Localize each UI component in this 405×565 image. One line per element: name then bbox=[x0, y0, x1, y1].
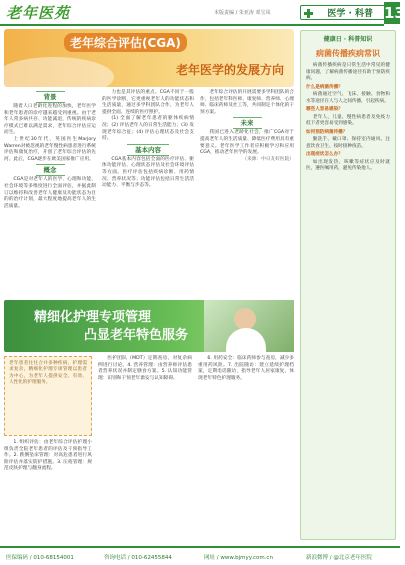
paragraph: CGA是对老年人的医学、心理和功能、社会环境等多维度进行全面评估，并据此制订以维持和改善老年人健康及功能状态为目的的治疗计划，最大程度地提高老年人的生活质量。 bbox=[4, 177, 96, 209]
sidebar-answer: 如出现发热、咳嗽等症状应及时就医，遵医嘱用药，避免传染他人。 bbox=[306, 159, 390, 171]
paragraph: 1. 组织评估：由老年综合评估护理小组负责全院老年患者的评估及干预指导工作。2. 跌倒坠床管理：对高危患者进行风险评估并落实防护措施。3. 压疮管理：规范皮肤护理与翻身流程。 bbox=[4, 440, 92, 472]
article-column-2 bbox=[102, 90, 194, 296]
sidebar-question: 如何预防病菌传播？ bbox=[306, 129, 348, 135]
footer-hospital: 新浪微博 / @北京老年医院 bbox=[306, 555, 372, 561]
sidebar-answer: 老年人、儿童、慢性病患者及免疫力低下者更容易受到感染。 bbox=[306, 114, 390, 126]
section-label: 医学 · 科普 bbox=[327, 9, 373, 19]
article-subtitle: 老年医学的发展方向 bbox=[175, 63, 284, 77]
feature-title-line-2: 凸显老年特色服务 bbox=[84, 328, 189, 343]
article-banner bbox=[4, 29, 294, 87]
paragraph: CGA基本内容包括全面的医疗评估、躯体功能评估、心理状态评估及社会环境评估等方面。医疗评估包括疾病诊断、用药情况、营养状况等；功能评估包括日常生活活动能力、平衡与步态等。 bbox=[102, 156, 194, 189]
brand-logo: 老年医苑 bbox=[6, 4, 71, 22]
paragraph: (1) 全面了解老年患者的躯体疾病情况；(2) 评估老年人的日常生活能力；(3) 发现老年综合征；(4) 评估心理状态及社会支持。 bbox=[102, 116, 194, 142]
feature-banner bbox=[4, 300, 294, 352]
section-heading: 概念 bbox=[4, 164, 96, 176]
feature-column-1 bbox=[4, 440, 92, 542]
article-column-3 bbox=[200, 90, 294, 296]
medical-cross-icon bbox=[304, 9, 313, 18]
footer-web: 网址 / www.bjmyy.com.cn bbox=[204, 555, 273, 561]
section-heading: 未来 bbox=[200, 117, 294, 129]
sidebar-body bbox=[301, 59, 395, 178]
sidebar-intro: 病菌传播疾病是日常生活中常见的健康问题，了解病菌传播途径有助于预防疾病。 bbox=[306, 63, 390, 81]
feature-title-line-1: 精细化护理专项管理 bbox=[34, 310, 152, 325]
paragraph: 上世纪30年代，英国医生Marjory Warren对被忽视的老年慢性病患者进行系统评估和康复治疗，开创了老年综合评估的先河。此后，CGA逐步在欧美国家推广应用。 bbox=[4, 136, 96, 162]
section-tag bbox=[300, 5, 388, 20]
feature-column-2 bbox=[98, 356, 192, 542]
sidebar-question: 哪些人容易感染？ bbox=[306, 107, 343, 112]
sidebar-panel bbox=[300, 30, 396, 540]
article-title: 老年综合评估(CGA) bbox=[64, 33, 187, 52]
sidebar-answer: 勤洗手、戴口罩、保持室内通风、注意饮食卫生、按时接种疫苗。 bbox=[306, 137, 390, 149]
paragraph: 我国已进入老龄化社会，推广CGA对于提高老年人的生活质量、降低医疗费用具有重要意义。老年医学工作者应积极学习和应用CGA，推动老年医学的发展。 bbox=[200, 130, 294, 156]
sidebar-heading: 病菌传播疾病常识 bbox=[316, 49, 380, 58]
paragraph: 医护团队（MDT）定期查房，对复杂病例进行讨论。4. 营养管理：由营养师评估患者营养状况并制定膳食方案。5. 认知功能管理：识别和干预老年谵妄与认知障碍。 bbox=[98, 356, 192, 381]
page-header bbox=[0, 0, 405, 26]
header-rule bbox=[0, 24, 384, 26]
section-heading: 基本内容 bbox=[102, 144, 194, 156]
page-number: 13 bbox=[384, 4, 405, 22]
nurse-photo bbox=[204, 300, 294, 352]
sidebar-question: 什么是病菌传播？ bbox=[306, 84, 343, 90]
sidebar-answer: 病菌通过空气、飞沫、接触、食物和水等途径在人与人之间传播，引起疾病。 bbox=[306, 92, 390, 104]
paragraph: 6. 用药安全：临床药师参与查房，减少多重用药风险。7. 出院随访：建立延续护理档案，定期电话随访，指导老年人居家康复，体现老年特色护理服务。 bbox=[198, 356, 294, 381]
source-note: （来源：中日友好医院） bbox=[242, 156, 294, 162]
paragraph: 力也是其评估的重点。CGA不同于一般的医学诊断，它更重视老年人的功能状态和生活质量，通过多学科团队合作，为老年人提供全面、连续的医疗照护。 bbox=[102, 90, 194, 115]
feature-pullquote: 老年患者往往合并多种疾病，护理需求复杂，精细化护理专项管理以患者为中心，为老年人提供安全、有效、人性化的护理服务。 bbox=[4, 356, 92, 436]
footer-hotline: 咨询电话 / 010-62455844 bbox=[104, 555, 172, 561]
sidebar-top-label: 健康日 · 科普知识 bbox=[323, 36, 373, 43]
paragraph: 随着人口老龄化进程的加快，老年医学和老年患者的诊疗越来越受到重视。由于老年人常多病共存、功能减退，传统的疾病诊疗模式已难以满足需求，老年综合评估应运而生。 bbox=[4, 104, 96, 136]
paragraph: 老年综合评估的开展需要多学科团队的合作，包括老年科医师、康复师、营养师、心理师、临床药师及社工等，共同制定个体化的干预方案。 bbox=[200, 90, 294, 115]
article-column-1 bbox=[4, 90, 96, 296]
feature-column-3 bbox=[198, 356, 294, 542]
page-footer bbox=[0, 546, 400, 565]
footer-phone: 医保编码 / 010-68154001 bbox=[6, 555, 74, 561]
sidebar-question: 出现症状怎么办？ bbox=[306, 152, 343, 157]
editors-line: 本版责编 / 朱亚涛 邓宝凤 bbox=[214, 10, 271, 16]
section-heading: 背景 bbox=[4, 91, 96, 103]
